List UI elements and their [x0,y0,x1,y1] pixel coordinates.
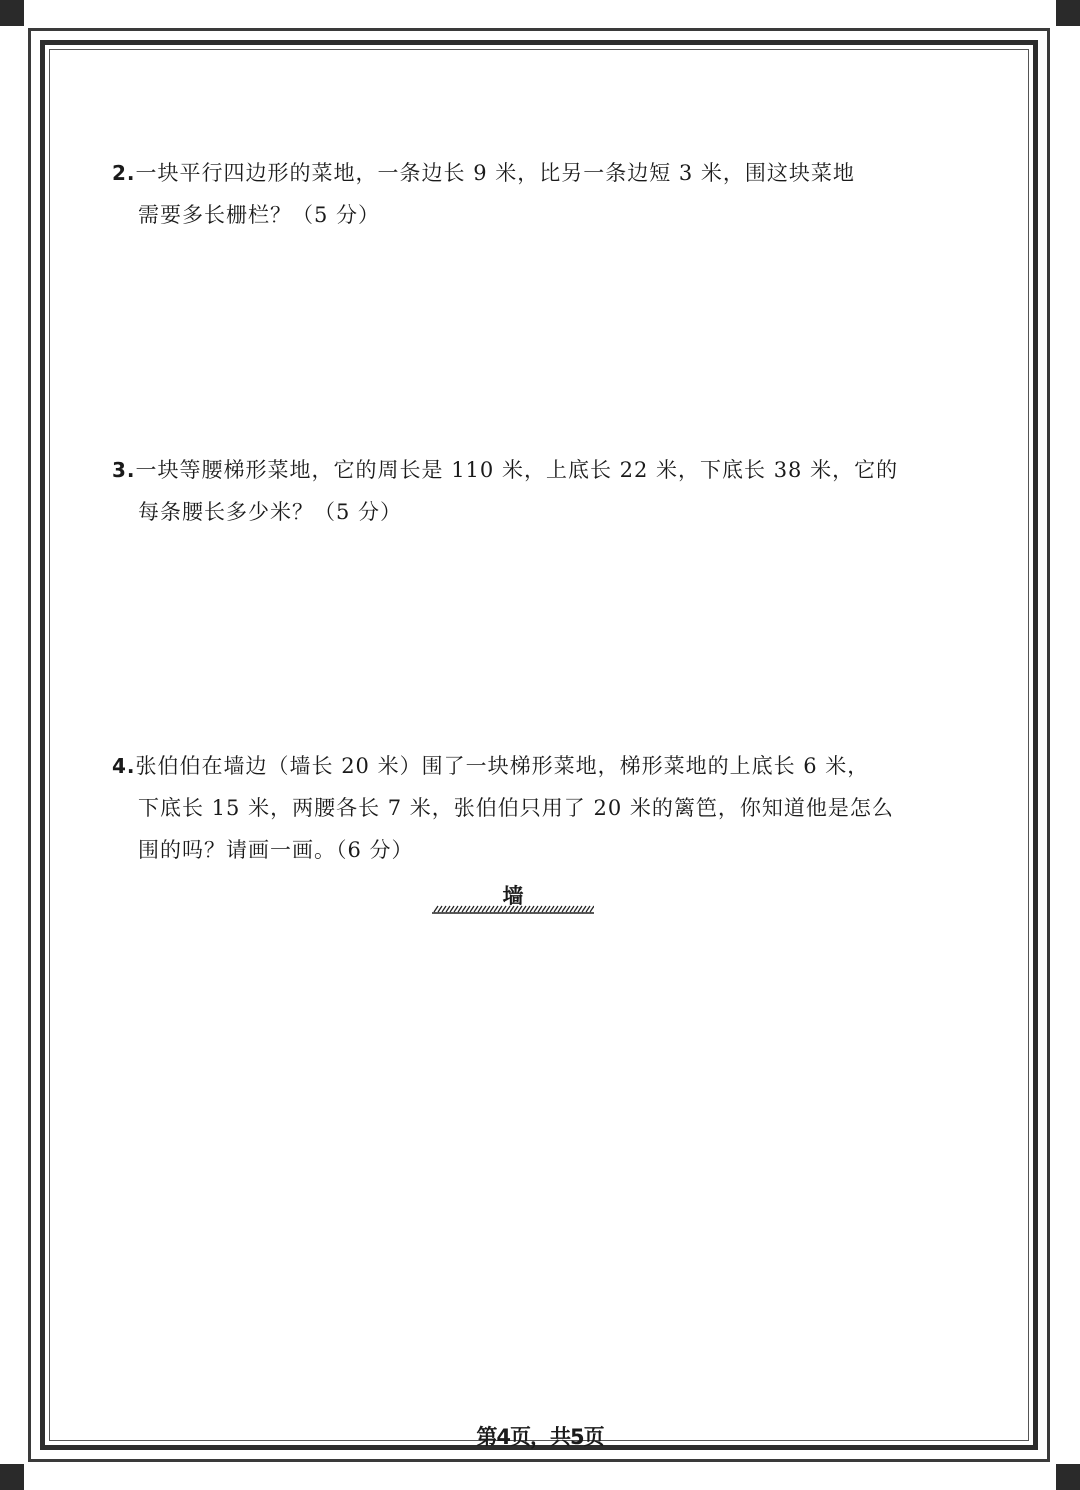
question-number: 3. [112,458,136,482]
question-3 [112,449,899,533]
question-line [112,449,899,491]
question-number: 2. [112,161,136,185]
page-footer: 第4页，共5页 [476,1425,604,1449]
wall-label: 墙 [502,884,524,908]
question-text: 一块等腰梯形菜地，它的周长是 110 米，上底长 22 米，下底长 38 米，它的 [135,458,899,482]
question-line [112,152,892,194]
question-text: 每条腰长多少米？（5 分） [138,500,403,524]
question-line [112,745,892,787]
wall-diagram [432,880,594,920]
question-number: 4. [112,754,136,778]
question-text: 需要多长栅栏？（5 分） [138,203,381,227]
question-text: 围的吗？请画一画。（6 分） [138,838,414,862]
corner-mark-bottom-left [0,1464,24,1490]
corner-mark-bottom-right [1056,1464,1080,1490]
question-text: 一块平行四边形的菜地，一条边长 9 米，比另一条边短 3 米，围这块菜地 [135,161,855,185]
wall-hatch-line [432,902,594,916]
corner-mark-top-left [0,0,24,26]
question-4 [112,745,892,871]
question-2 [112,152,892,236]
corner-mark-top-right [1056,0,1080,26]
question-text: 张伯伯在墙边（墙长 20 米）围了一块梯形菜地，梯形菜地的上底长 6 米， [135,754,870,778]
question-text: 下底长 15 米，两腰各长 7 米，张伯伯只用了 20 米的篱笆，你知道他是怎么 [138,796,894,820]
